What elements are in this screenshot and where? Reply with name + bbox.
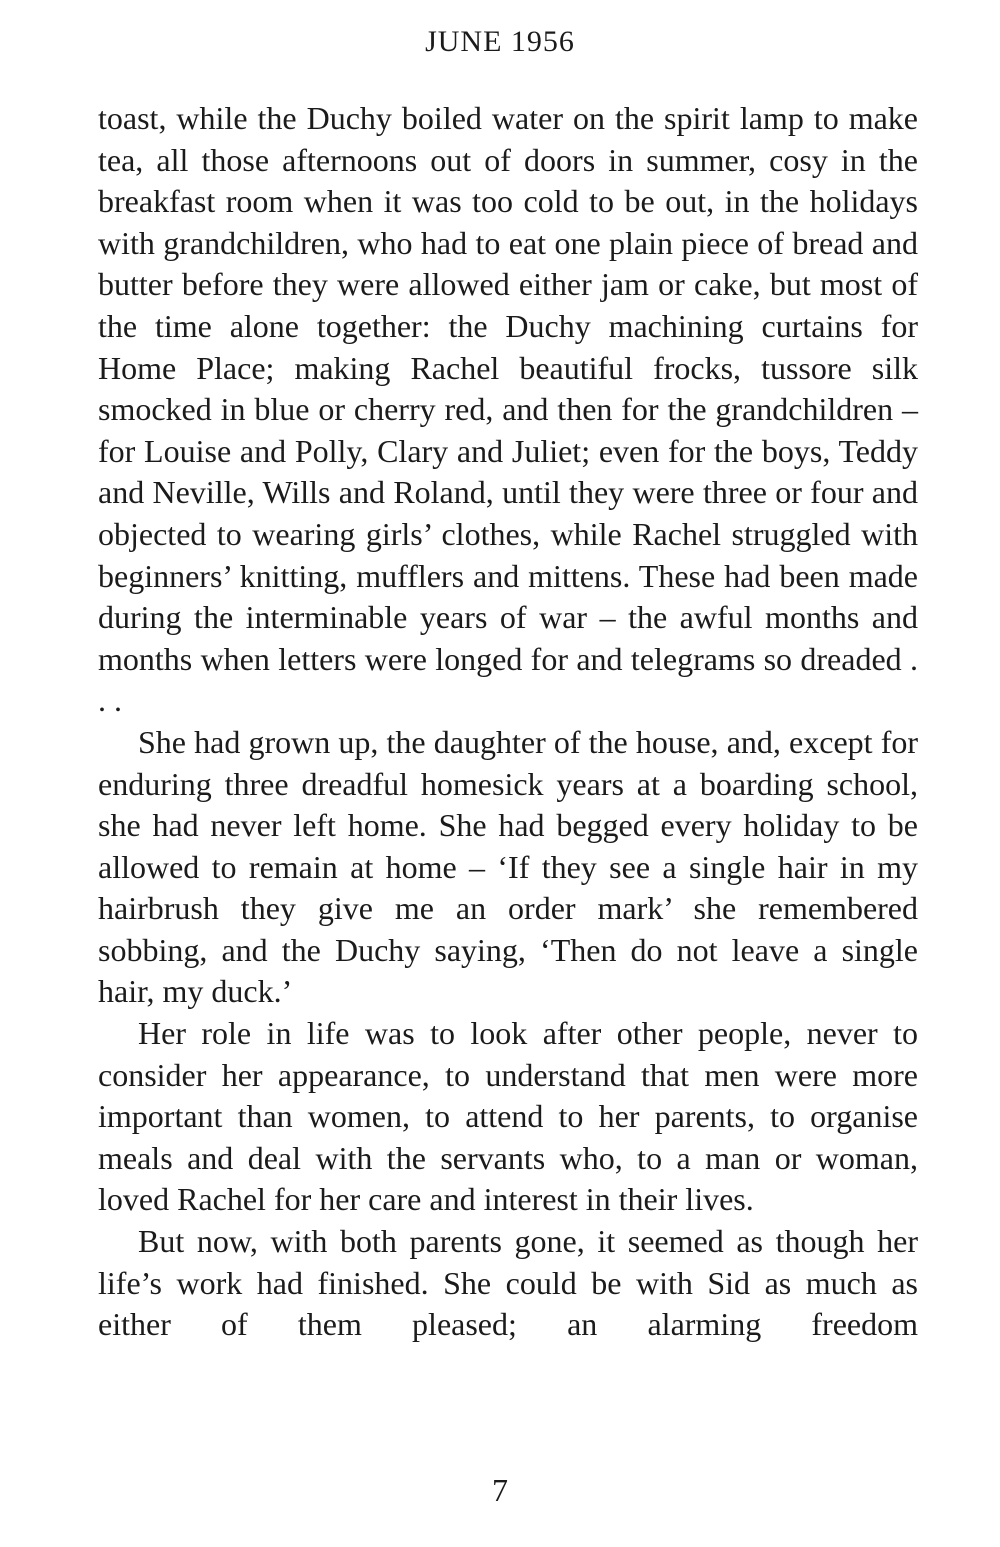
paragraph-role-in-life: Her role in life was to look after other people, never to consider her appearance, to understand that men were more important than women, to attend to her parents, to organise meals and deal with the servants who, to a man or woman, loved Rachel for her care and interest in their lives. [98,1015,918,1218]
body-text [98,98,918,1346]
paragraph-continued: toast, while the Duchy boiled water on the spirit lamp to make tea, all those afternoons out of doors in summer, cosy in the breakfast room when it was too cold to be out, in the holidays with grandchildren, who had to eat one plain piece of bread and butter before they were allowed either jam or cake, but most of the time alone together: the Duchy machining curtains for Home Place; making Rachel beautiful frocks, tussore silk smocked in blue or cherry red, and then for the grandchildren – for Louise and Polly, Clary and Juliet; even for the boys, Teddy and Neville, Wills and Roland, until they were three or four and objected to wearing girls’ clothes, while Rachel struggled with beginners’ knitting, mufflers and mittens. These had been made during the interminable years of war – the awful months and months when letters were longed for and telegrams so dreaded . . . [98,100,918,719]
paragraph-parents-gone: But now, with both parents gone, it seemed as though her life’s work had finished. She could be with Sid as much as either of them pleased; an alarming freedom [98,1223,918,1343]
paragraph-grew-up: She had grown up, the daughter of the house, and, except for enduring three dreadful homesick years at a boarding school, she had never left home. She had begged every holiday to be allowed to remain at home – ‘If they see a single hair in my hairbrush they give me an order mark’ she remembered sobbing, and the Duchy saying, ‘Then do not leave a single hair, my duck.’ [98,723,918,1010]
running-head: JUNE 1956 [425,25,575,58]
page-number: 7 [492,1472,508,1508]
